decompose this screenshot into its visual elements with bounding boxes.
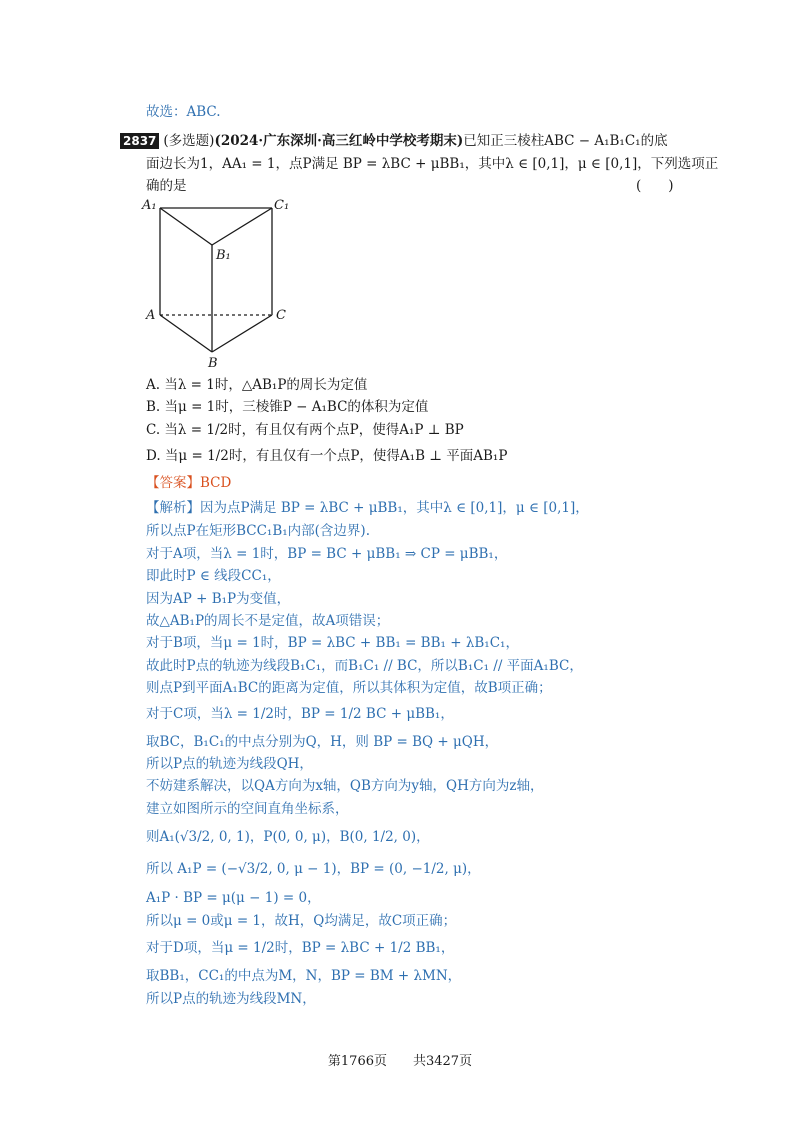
solution-line-13: 不妨建系解决，以QA方向为x轴，QB方向为y轴，QH方向为z轴， — [146, 778, 544, 794]
solution-line-9: 则点P到平面A₁BC的距离为定值，所以其体积为定值，故B项正确； — [146, 680, 552, 696]
prism-figure — [140, 195, 300, 370]
previous-answer: 故选：ABC. — [146, 104, 221, 120]
solution-line-5: 因为AP + B₁P为变值， — [146, 591, 291, 607]
solution-line-15: 则A₁(√3/2, 0, 1)，P(0, 0, μ)，B(0, 1/2, 0)， — [146, 829, 430, 845]
label-b: B — [208, 356, 218, 370]
question-stem-line3: 确的是 — [146, 178, 187, 194]
question-type: (多选题) — [163, 133, 215, 149]
option-c: C. 当λ = 1/2时，有且仅有两个点P，使得A₁P ⊥ BP — [146, 422, 464, 438]
option-b: B. 当μ = 1时，三棱锥P − A₁BC的体积为定值 — [146, 399, 429, 415]
solution-line-3: 对于A项，当λ = 1时，BP = BC + μBB₁ ⇒ CP = μBB₁， — [146, 546, 508, 562]
solution-line-14: 建立如图所示的空间直角坐标系， — [146, 801, 349, 817]
label-b1: B₁ — [216, 248, 231, 263]
solution-line-18: 所以μ = 0或μ = 1，故H，Q均满足，故C项正确； — [146, 913, 457, 929]
question-stem-line1: 已知正三棱柱ABC − A₁B₁C₁的底 — [463, 133, 668, 149]
solution-line-2: 所以点P在矩形BCC₁B₁内部(含边界). — [146, 523, 370, 539]
answer-label: 【答案】BCD — [146, 475, 232, 491]
label-c: C — [276, 308, 286, 323]
solution-line-20: 取BB₁，CC₁的中点为M，N，BP = BM + λMN， — [146, 968, 462, 984]
edge-b1c1 — [212, 208, 272, 245]
solution-line-7: 对于B项，当μ = 1时，BP = λBC + BB₁ = BB₁ + λB₁C₁， — [146, 635, 519, 651]
solution-line-11: 取BC，B₁C₁的中点分别为Q，H，则 BP = BQ + μQH， — [146, 734, 499, 750]
option-d: D. 当μ = 1/2时，有且仅有一个点P，使得A₁B ⊥ 平面AB₁P — [146, 448, 508, 464]
solution-line-6: 故△AB₁P的周长不是定值，故A项错误； — [146, 613, 390, 629]
solution-line-10: 对于C项，当λ = 1/2时，BP = 1/2 BC + μBB₁， — [146, 706, 454, 722]
option-a: A. 当λ = 1时，△AB₁P的周长为定值 — [146, 377, 368, 393]
solution-line-19: 对于D项，当μ = 1/2时，BP = λBC + 1/2 BB₁， — [146, 940, 455, 956]
solution-line-1: 【解析】因为点P满足 BP = λBC + μBB₁，其中λ ∈ [0,1]，μ ∈ [0,1]， — [146, 500, 589, 516]
solution-line-8: 故此时P点的轨迹为线段B₁C₁，而B₁C₁ // BC，所以B₁C₁ // 平面A₁BC， — [146, 658, 583, 674]
label-a: A — [146, 308, 156, 323]
edge-bc — [212, 315, 272, 352]
edge-a1b1 — [160, 208, 212, 245]
solution-line-21: 所以P点的轨迹为线段MN， — [146, 991, 316, 1007]
edge-ab — [160, 315, 212, 352]
question-header — [120, 132, 668, 150]
solution-line-17: A₁P · BP = μ(μ − 1) = 0， — [146, 890, 321, 906]
page-footer: 第1766页 共3427页 — [327, 1054, 473, 1069]
question-source: (2024·广东深圳·高三红岭中学校考期末) — [214, 133, 464, 149]
answer-blank: ( ) — [636, 178, 674, 194]
label-c1: C₁ — [274, 198, 290, 213]
label-a1: A₁ — [142, 198, 157, 213]
question-number: 2837 — [120, 133, 159, 149]
solution-line-4: 即此时P ∈ 线段CC₁， — [146, 568, 281, 584]
question-stem-line2: 面边长为1，AA₁ = 1，点P满足 BP = λBC + μBB₁，其中λ ∈ [0,1]，μ ∈ [0,1]，下列选项正 — [146, 156, 719, 172]
solution-line-16: 所以 A₁P = (−√3/2, 0, μ − 1)，BP = (0, −1/2, μ)， — [146, 861, 481, 877]
solution-line-12: 所以P点的轨迹为线段QH， — [146, 756, 313, 772]
